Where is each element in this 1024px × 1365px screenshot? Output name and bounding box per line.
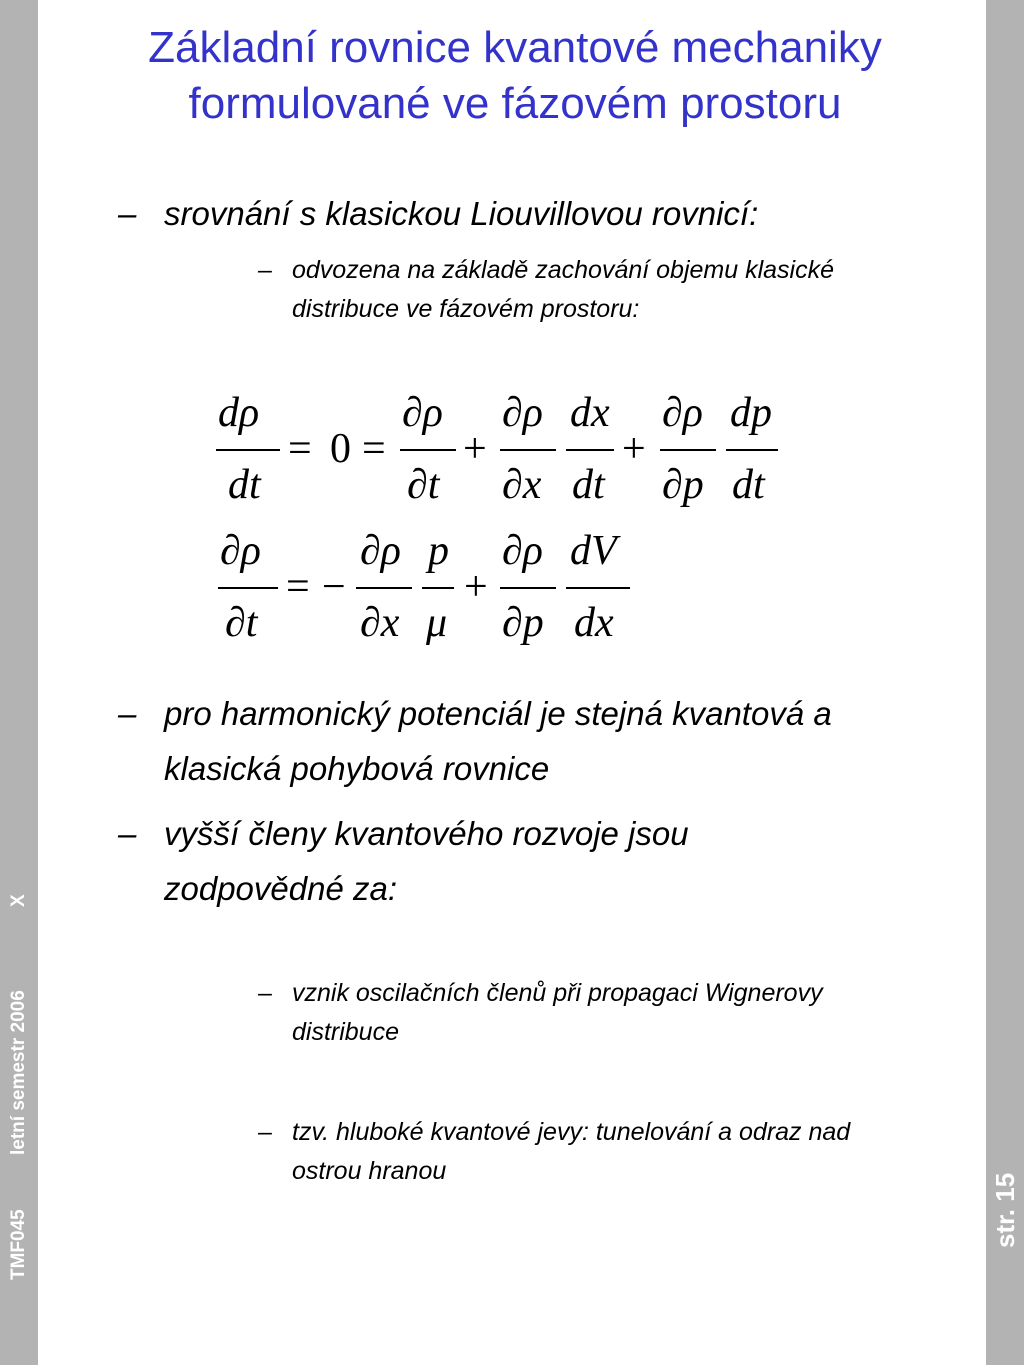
eq2-f2-den: ∂x [360, 600, 400, 646]
eq1-zero: 0 [330, 426, 351, 472]
course-code: TMF045 [8, 1209, 29, 1280]
eq1-f2-den: ∂t [407, 462, 440, 508]
eq1-f1-den: dt [228, 462, 261, 508]
equation-harmonic [210, 528, 650, 653]
chapter-label: X [8, 894, 29, 907]
page-number: str. 15 [990, 1172, 1020, 1248]
title-line-2: formulované ve fázovém prostoru [188, 79, 842, 128]
bullet-dash: – [118, 195, 137, 232]
bullet-text: pro harmonický potenciál je stejná kvantová a klasická pohybová rovnice [164, 695, 832, 787]
eq1-f5-den: ∂p [662, 462, 704, 508]
eq1-equals-b: = [362, 426, 386, 472]
equation-1-svg [210, 390, 790, 510]
eq1-plus-2: + [622, 426, 646, 472]
slide-title [50, 20, 980, 132]
eq1-f2-num: ∂ρ [402, 390, 443, 436]
eq2-f5-num: dV [570, 528, 617, 574]
left-sidebar [0, 0, 38, 1365]
eq2-equals: = [286, 564, 310, 610]
eq2-f1-den: ∂t [225, 600, 258, 646]
eq1-f4-den: dt [572, 462, 605, 508]
eq2-f5-den: dx [574, 600, 614, 646]
bullet-dash: – [258, 256, 272, 284]
eq1-f3-num: ∂ρ [502, 390, 543, 436]
eq1-f6-den: dt [732, 462, 765, 508]
eq1-f5-num: ∂ρ [662, 390, 703, 436]
eq1-f3-den: ∂x [502, 462, 542, 508]
bullet-text: vznik oscilačních členů při propagaci Wignerovy distribuce [292, 979, 823, 1046]
bullet-dash: – [258, 1118, 272, 1146]
eq2-f1-num: ∂ρ [220, 528, 261, 574]
eq1-plus-1: + [463, 426, 487, 472]
eq2-minus: − [322, 564, 346, 610]
bullet-text: tzv. hluboké kvantové jevy: tunelování a odraz nad ostrou hranou [292, 1118, 851, 1185]
eq1-f6-num: dp [730, 390, 772, 436]
eq2-plus: + [464, 564, 488, 610]
eq1-equals-a: = [288, 426, 312, 472]
equation-2-svg [210, 528, 650, 648]
bullet-dash: – [118, 815, 137, 852]
eq1-f4-num: dx [570, 390, 610, 436]
eq2-f4-num: ∂ρ [502, 528, 543, 574]
eq2-f4-den: ∂p [502, 600, 544, 646]
bullet-text: vyšší členy kvantového rozvoje jsou zodpovědné za: [164, 815, 689, 907]
eq2-f2-num: ∂ρ [360, 528, 401, 574]
eq2-f3-num: p [428, 528, 449, 574]
semester-label: letní semestr 2006 [8, 990, 29, 1155]
bullet-dash: – [118, 695, 137, 732]
bullet-dash: – [258, 979, 272, 1007]
bullet-text: srovnání s klasickou Liouvillovou rovnicí: [164, 195, 759, 232]
title-line-1: Základní rovnice kvantové mechaniky [148, 23, 882, 72]
eq2-f3-den: μ [426, 600, 448, 646]
eq1-f1-num: dρ [218, 390, 260, 436]
bullet-text: odvozena na základě zachování objemu klasické distribuce ve fázovém prostoru: [292, 256, 835, 323]
right-sidebar [986, 0, 1024, 1365]
equation-liouville [210, 390, 790, 515]
